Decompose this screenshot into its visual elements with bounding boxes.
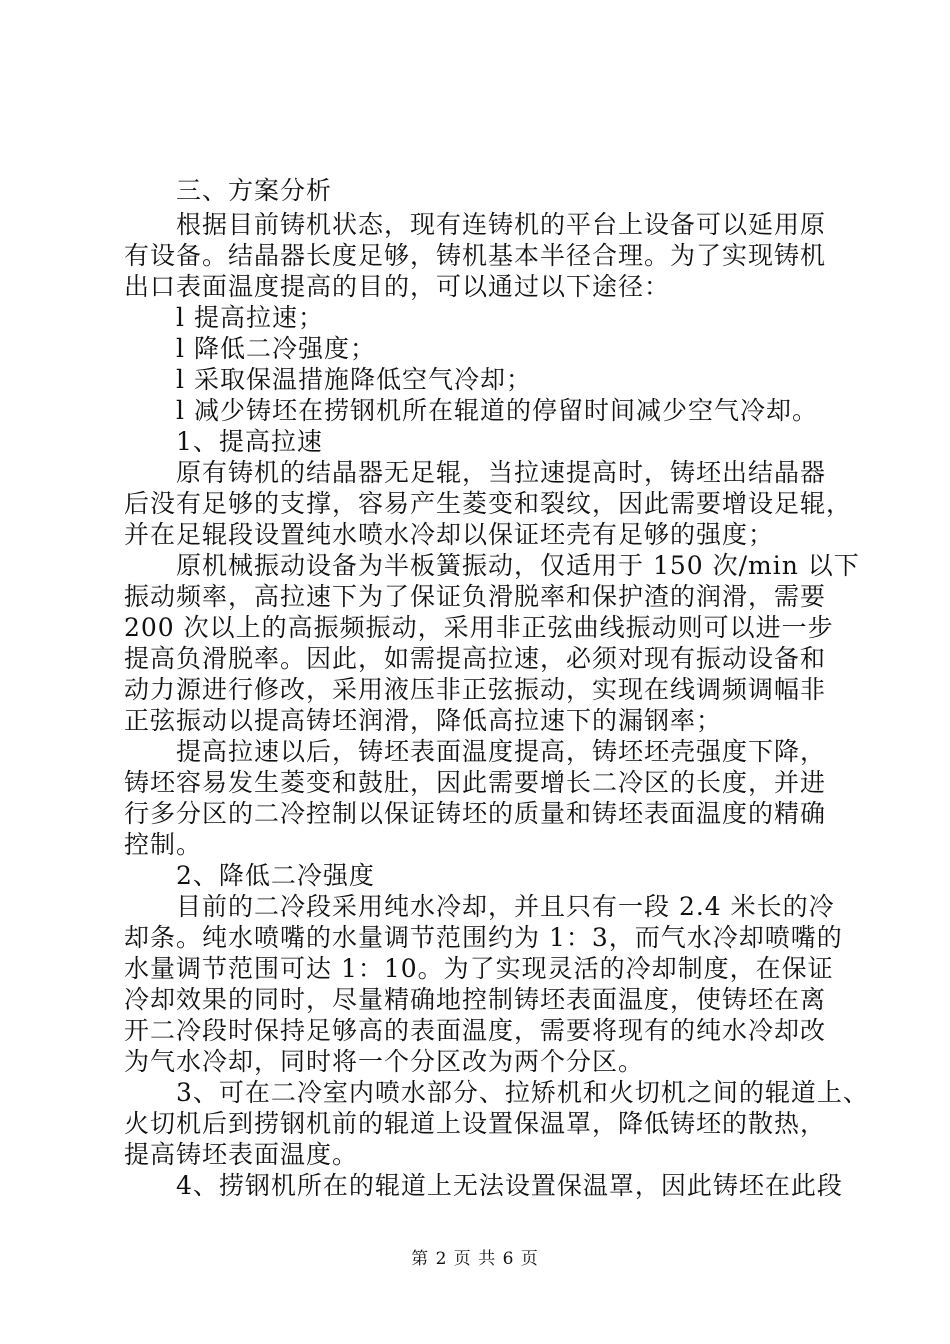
subsection-heading: 1、提高拉速	[124, 427, 323, 456]
body-line: 动力源进行修改，采用液压非正弦振动，实现在线调频调幅非	[124, 675, 827, 704]
body-line: 目前的二冷段采用纯水冷却，并且只有一段 2.4 米长的冷	[124, 892, 835, 921]
page-number-footer: 第 2 页 共 6 页	[411, 1249, 539, 1269]
body-line: 火切机后到捞钢机前的辊道上设置保温罩，降低铸坯的散热，	[124, 1109, 827, 1138]
body-line: 行多分区的二冷控制以保证铸坯的质量和铸坯表面温度的精确	[124, 799, 827, 828]
body-line: 原有铸机的结晶器无足辊，当拉速提高时，铸坯出结晶器	[124, 458, 827, 487]
body-line: 正弦振动以提高铸坯润滑，降低高拉速下的漏钢率；	[124, 706, 723, 735]
body-line: 水量调节范围可达 1：10。为了实现灵活的冷却制度，在保证	[124, 954, 834, 983]
body-line: 原机械振动设备为半板簧振动，仅适用于 150 次/min 以下	[124, 551, 860, 580]
body-line: 200 次以上的高振频振动，采用非正弦曲线振动则可以进一步	[124, 613, 834, 642]
section-heading: 三、方案分析	[124, 176, 333, 205]
body-line: 为气水冷却，同时将一个分区改为两个分区。	[124, 1047, 645, 1076]
body-line: 有设备。结晶器长度足够，铸机基本半径合理。为了实现铸机	[124, 241, 827, 270]
list-item: l 降低二冷强度；	[124, 334, 376, 363]
body-line: 铸坯容易发生菱变和鼓肚，因此需要增长二冷区的长度，并进	[124, 768, 827, 797]
body-line: 提高拉速以后，铸坯表面温度提高，铸坯坯壳强度下降，	[124, 737, 827, 766]
body-line: 却条。纯水喷嘴的水量调节范围约为 1：3，而气水冷却喷嘴的	[124, 923, 843, 952]
body-line: 开二冷段时保持足够高的表面温度，需要将现有的纯水冷却改	[124, 1016, 827, 1045]
body-line: 提高负滑脱率。因此，如需提高拉速，必须对现有振动设备和	[124, 644, 827, 673]
body-line: 振动频率，高拉速下为了保证负滑脱率和保护渣的润滑，需要	[124, 582, 827, 611]
body-line: 控制。	[124, 830, 203, 859]
list-item: l 减少铸坯在捞钢机所在辊道的停留时间减少空气冷却。	[124, 396, 818, 425]
body-line: 提高铸坯表面温度。	[124, 1140, 359, 1169]
body-line: 3、可在二冷室内喷水部分、拉矫机和火切机之间的辊道上、	[124, 1078, 869, 1107]
list-item: l 提高拉速；	[124, 303, 324, 332]
body-line: 出口表面温度提高的目的，可以通过以下途径：	[124, 272, 671, 301]
body-line: 后没有足够的支撑，容易产生菱变和裂纹，因此需要增设足辊，	[124, 489, 853, 518]
subsection-heading: 2、降低二冷强度	[124, 861, 375, 890]
body-line: 并在足辊段设置纯水喷水冷却以保证坯壳有足够的强度；	[124, 520, 775, 549]
body-line: 冷却效果的同时，尽量精确地控制铸坯表面温度，使铸坯在离	[124, 985, 827, 1014]
body-line: 根据目前铸机状态，现有连铸机的平台上设备可以延用原	[124, 210, 827, 239]
list-item: l 采取保温措施降低空气冷却；	[124, 365, 532, 394]
body-line: 4、捞钢机所在的辊道上无法设置保温罩，因此铸坯在此段	[124, 1171, 843, 1200]
